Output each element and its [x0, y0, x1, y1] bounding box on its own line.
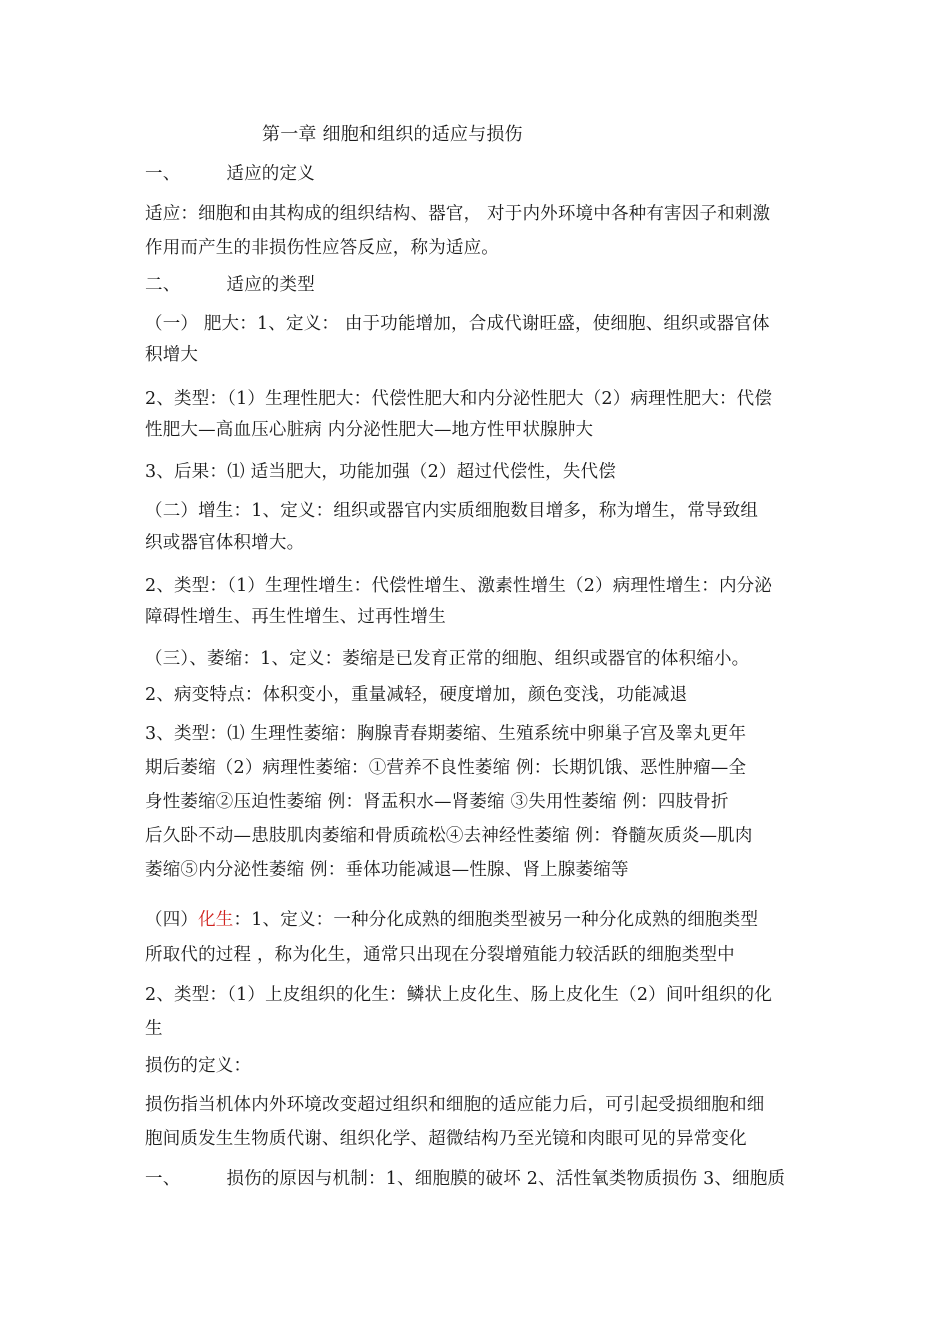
- section-number: 二、: [145, 275, 181, 295]
- hyperplasia-definition-line: （二）增生：1、定义：组织或器官内实质细胞数目增多，称为增生，常导致组: [145, 501, 759, 521]
- paragraph-line: 适应：细胞和由其构成的组织结构、器官， 对于内外环境中各种有害因子和刺激: [145, 204, 771, 224]
- metaplasia-prefix: （四）: [145, 910, 199, 930]
- section-heading-adaptation-definition: [145, 163, 315, 185]
- injury-definition-line: 胞间质发生生物质代谢、组织化学、超微结构乃至光镜和肉眼可见的异常变化: [145, 1129, 747, 1149]
- section-title: 损伤的原因与机制：1、细胞膜的破坏 2、活性氧类物质损伤 3、细胞质: [226, 1169, 786, 1189]
- hyperplasia-definition-line: 织或器官体积增大。: [145, 533, 305, 553]
- atrophy-types-line: 期后萎缩（2）病理性萎缩：①营养不良性萎缩 例：长期饥饿、恶性肿瘤—全: [145, 758, 747, 778]
- section-heading-adaptation-types: [145, 274, 315, 296]
- metaplasia-term-highlight: 化生: [198, 910, 234, 930]
- section-title: 适应的类型: [226, 275, 315, 295]
- injury-definition-heading: 损伤的定义：: [145, 1056, 252, 1076]
- atrophy-features-line: 2、病变特点：体积变小，重量减轻，硬度增加，颜色变浅，功能减退: [145, 685, 688, 705]
- hypertrophy-definition-line: （一） 肥大：1、定义： 由于功能增加，合成代谢旺盛，使细胞、组织或器官体: [145, 314, 770, 334]
- section-title: 适应的定义: [226, 164, 315, 184]
- metaplasia-definition-text: ：1、定义：一种分化成熟的细胞类型被另一种分化成熟的细胞类型: [233, 910, 759, 930]
- injury-definition-line: 损伤指当机体内外环境改变超过组织和细胞的适应能力后，可引起受损细胞和细: [145, 1095, 765, 1115]
- hypertrophy-definition-line: 积增大: [145, 345, 199, 365]
- section-number: 一、: [145, 164, 181, 184]
- atrophy-types-line: 身性萎缩②压迫性萎缩 例：肾盂积水—肾萎缩 ③失用性萎缩 例：四肢骨折: [145, 792, 729, 812]
- metaplasia-types-line: 生: [145, 1019, 163, 1039]
- section-heading-injury-causes: [145, 1168, 785, 1190]
- atrophy-types-line: 后久卧不动—患肢肌肉萎缩和骨质疏松④去神经性萎缩 例：脊髓灰质炎—肌肉: [145, 826, 753, 846]
- section-number: 一、: [145, 1169, 181, 1189]
- metaplasia-definition-line: [145, 909, 758, 931]
- atrophy-definition-line: （三）、萎缩：1、定义：萎缩是已发育正常的细胞、组织或器官的体积缩小。: [145, 649, 750, 669]
- metaplasia-types-line: 2、类型：（1）上皮组织的化生：鳞状上皮化生、肠上皮化生（2）间叶组织的化: [145, 985, 773, 1005]
- paragraph-line: 作用而产生的非损伤性应答反应，称为适应。: [145, 238, 499, 258]
- hypertrophy-types-line: 性肥大—高血压心脏病 内分泌性肥大—地方性甲状腺肿大: [145, 420, 594, 440]
- atrophy-types-line: 萎缩⑤内分泌性萎缩 例：垂体功能减退—性腺、肾上腺萎缩等: [145, 860, 629, 880]
- hyperplasia-types-line: 2、类型：（1）生理性增生：代偿性增生、激素性增生（2）病理性增生：内分泌: [145, 576, 773, 596]
- hypertrophy-result-line: 3、后果：⑴ 适当肥大，功能加强（2）超过代偿性，失代偿: [145, 462, 616, 482]
- metaplasia-definition-line: 所取代的过程 ，称为化生，通常只出现在分裂增殖能力较活跃的细胞类型中: [145, 945, 735, 965]
- chapter-title: 第一章 细胞和组织的适应与损伤: [262, 124, 523, 145]
- hyperplasia-types-line: 障碍性增生、再生性增生、过再性增生: [145, 607, 446, 627]
- atrophy-types-line: 3、类型：⑴ 生理性萎缩：胸腺青春期萎缩、生殖系统中卵巢子宫及睾丸更年: [145, 724, 747, 744]
- hypertrophy-types-line: 2、类型：（1）生理性肥大：代偿性肥大和内分泌性肥大（2）病理性肥大：代偿: [145, 389, 773, 409]
